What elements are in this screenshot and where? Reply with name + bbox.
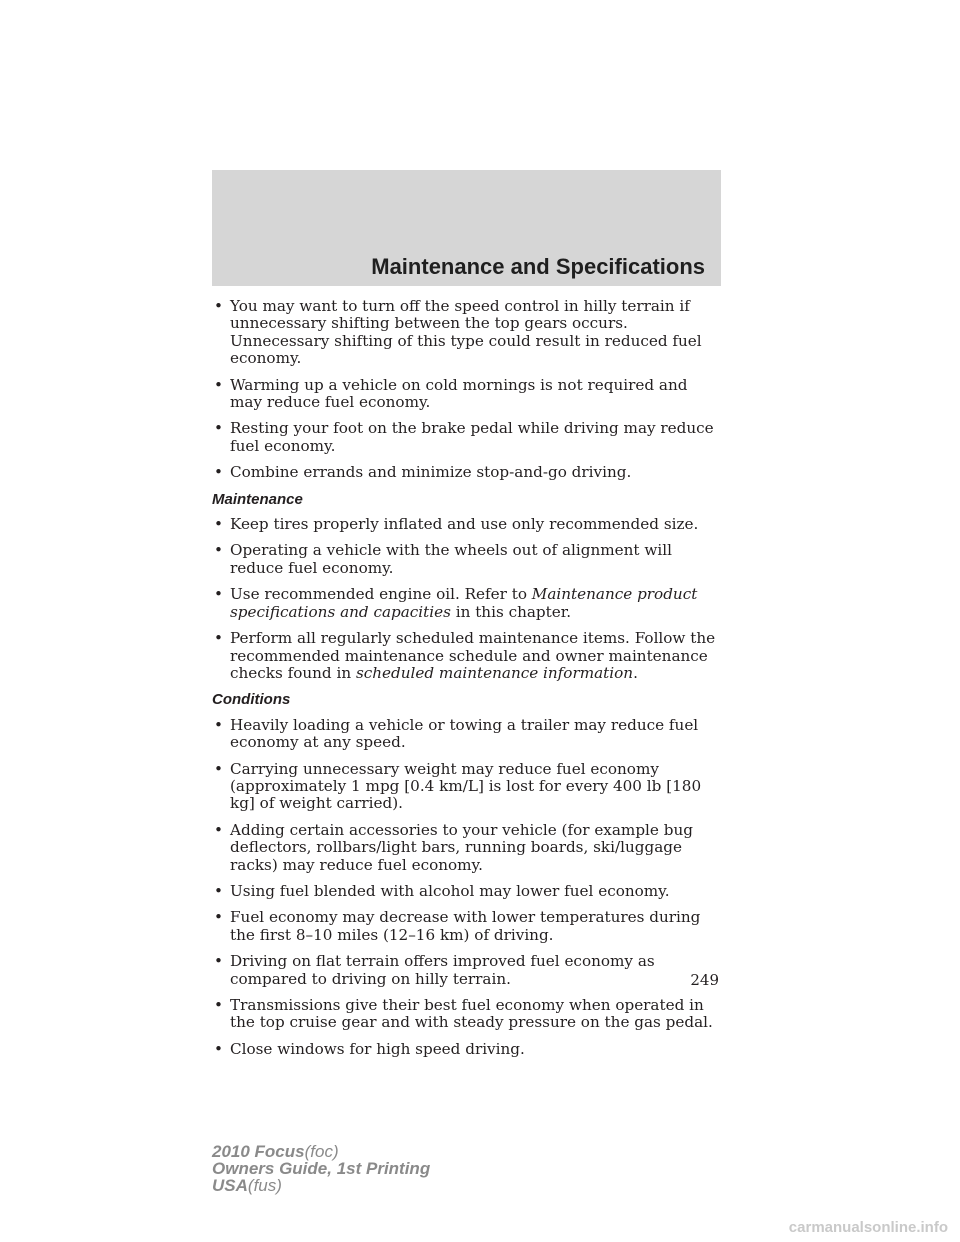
footer-region-line bbox=[212, 1177, 430, 1194]
footer-model-line bbox=[212, 1143, 430, 1160]
list-item: • Carrying unnecessary weight may reduce fuel economy (approximately 1 mpg [0.4 km/L] is lost for every 400 lb [180 kg] of weight carried). bbox=[212, 761, 724, 813]
list-item: • Fuel economy may decrease with lower temperatures during the first 8–10 miles (12–16 km) of driving. bbox=[212, 909, 724, 944]
footer-region: USA bbox=[212, 1176, 248, 1195]
section-title: Maintenance and Specifications bbox=[371, 254, 705, 279]
cross-reference: Maintenance product specifications and capacities bbox=[230, 585, 698, 621]
list-item: • Operating a vehicle with the wheels out of alignment will reduce fuel economy. bbox=[212, 542, 724, 577]
list-item: • Driving on flat terrain offers improved fuel economy as compared to driving on hilly terrain. bbox=[212, 953, 724, 988]
cross-reference: scheduled maintenance information bbox=[355, 663, 634, 682]
list-item: • Combine errands and minimize stop-and-go driving. bbox=[212, 464, 724, 481]
list-item: • Adding certain accessories to your vehicle (for example bug deflectors, rollbars/light bars, running boards, ski/luggage racks) may reduce fuel economy. bbox=[212, 822, 724, 874]
document-footer bbox=[212, 1143, 430, 1194]
list-item: • Heavily loading a vehicle or towing a trailer may reduce fuel economy at any speed. bbox=[212, 717, 724, 752]
conditions-heading: Conditions bbox=[212, 691, 291, 709]
footer-region-code: (fus) bbox=[247, 1176, 282, 1195]
list-item bbox=[212, 586, 724, 621]
list-item: • Transmissions give their best fuel economy when operated in the top cruise gear and with steady pressure on the gas pedal. bbox=[212, 997, 724, 1032]
list-item bbox=[212, 630, 724, 682]
section-header-band bbox=[212, 170, 721, 286]
footer-model: 2010 Focus bbox=[212, 1142, 305, 1161]
list-item: • Resting your foot on the brake pedal while driving may reduce fuel economy. bbox=[212, 420, 724, 455]
list-item: • Keep tires properly inflated and use only recommended size. bbox=[212, 516, 724, 533]
footer-model-code: (foc) bbox=[304, 1142, 339, 1161]
page-number: 249 bbox=[690, 971, 719, 989]
list-item-text: Use recommended engine oil. Refer to bbox=[230, 585, 532, 604]
page-content bbox=[212, 298, 724, 1067]
list-item-text: Perform all regularly scheduled maintenance items. Follow the recommended maintenance schedule and owner maintenance checks found in bbox=[230, 629, 716, 682]
site-watermark: carmanualsonline.info bbox=[788, 1219, 948, 1236]
footer-guide: Owners Guide, 1st Printing bbox=[212, 1159, 431, 1178]
list-item: • Close windows for high speed driving. bbox=[212, 1041, 724, 1058]
list-item-text: . bbox=[633, 663, 638, 682]
list-item: • Using fuel blended with alcohol may lower fuel economy. bbox=[212, 883, 724, 900]
footer-guide-line bbox=[212, 1160, 430, 1177]
list-item: • Warming up a vehicle on cold mornings is not required and may reduce fuel economy. bbox=[212, 377, 724, 412]
maintenance-heading: Maintenance bbox=[212, 490, 303, 508]
list-item: • You may want to turn off the speed control in hilly terrain if unnecessary shifting between the top gears occurs. Unnecessary shifting of this type could result in reduced fuel economy. bbox=[212, 298, 724, 368]
list-item-text: in this chapter. bbox=[450, 602, 572, 621]
